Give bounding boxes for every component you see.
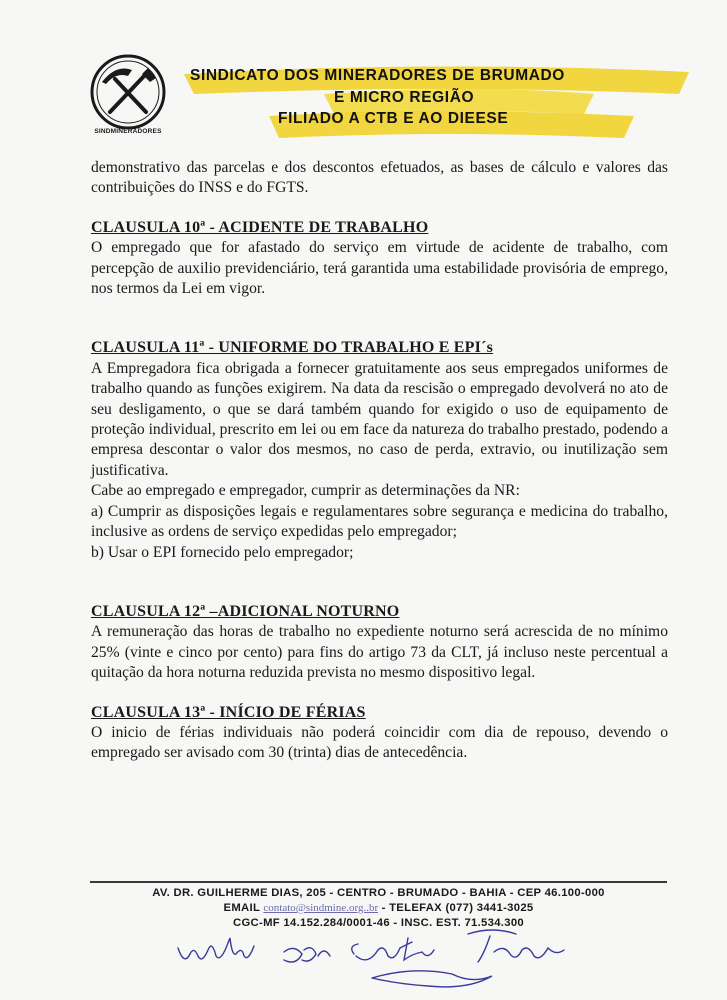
letterhead [88,52,688,152]
union-affiliation-line: FILIADO A CTB E AO DIEESE [278,110,509,127]
clause-10-title: CLAUSULA 10ª - ACIDENTE DE TRABALHO [91,218,429,236]
footer-address: AV. DR. GUILHERME DIAS, 205 - CENTRO - BRUMADO - BAHIA - CEP 46.100-000 [152,887,605,899]
document-body [91,158,668,764]
footer [90,886,667,931]
clause-11-item-b: b) Usar o EPI fornecido pelo empregador; [91,543,354,561]
union-name-line2: E MICRO REGIÃO [334,89,475,106]
clause-11-nr-intro: Cabe ao empregado e empregador, cumprir as determinações da NR: [91,482,520,500]
email-label: EMAIL [223,902,260,914]
clause-13-title: CLAUSULA 13ª - INÍCIO DE FÉRIAS [91,703,366,721]
email-link[interactable]: contato@sindmine.org..br [263,902,379,914]
clause-11-text: A Empregadora fica obrigada a fornecer gratuitamente aos seus empregados uniformes de trabalho quando as funções exigirem. Na data da rescisão o empregado devolverá no ato de seu desligamento, o que se dará também quando for exigido o uso de equipamento de proteção individual, prescrito em lei ou em face da natureza do trabalho prestado, podendo a empresa descontar o valor dos mesmos, no caso de perda, extravio, ou inutilização sem justificativa. [91,359,668,479]
logo-caption: SINDMINERADORES [94,128,162,135]
clause-12-title: CLAUSULA 12ª –ADICIONAL NOTURNO [91,602,400,620]
clause-10-text: O empregado que for afastado do serviço em virtude de acidente de trabalho, com percepção de auxilio previdenciário, terá garantida uma estabilidade provisória de emprego, nos termos da Lei em vigor. [91,239,668,298]
telefax: - TELEFAX (077) 3441-3025 [381,902,534,914]
footer-registry: CGC-MF 14.152.284/0001-46 - INSC. EST. 71.534.300 [233,917,524,929]
union-name-line1: SINDICATO DOS MINERADORES DE BRUMADO [190,67,565,84]
clause-11-title: CLAUSULA 11ª - UNIFORME DO TRABALHO E EPI´s [91,339,494,357]
intro-paragraph: demonstrativo das parcelas e dos descontos efetuados, as bases de cálculo e valores das contribuições do INSS e do FGTS. [91,159,668,197]
pickaxe-shovel-logo-icon [88,52,168,132]
footer-divider [90,881,667,883]
handwritten-signature [172,926,572,996]
clause-11-item-a: a) Cumprir as disposições legais e regulamentares sobre segurança e medicina do trabalho, inclusive as ordens de serviço expedidas pelo empregador; [91,502,668,541]
clause-13-text: O inicio de férias individuais não poderá coincidir com dia de repouso, devendo o empregado ser avisado com 30 (trinta) dias de antecedência. [91,723,668,762]
footer-contact [90,901,667,916]
clause-12-text: A remuneração das horas de trabalho no expediente noturno será acrescida de no mínimo 25% (vinte e cinco por cento) para fins do artigo 73 da CLT, já incluso neste percentual a quitação da hora noturna reduzida prevista no mesmo dispositivo legal. [91,623,668,682]
